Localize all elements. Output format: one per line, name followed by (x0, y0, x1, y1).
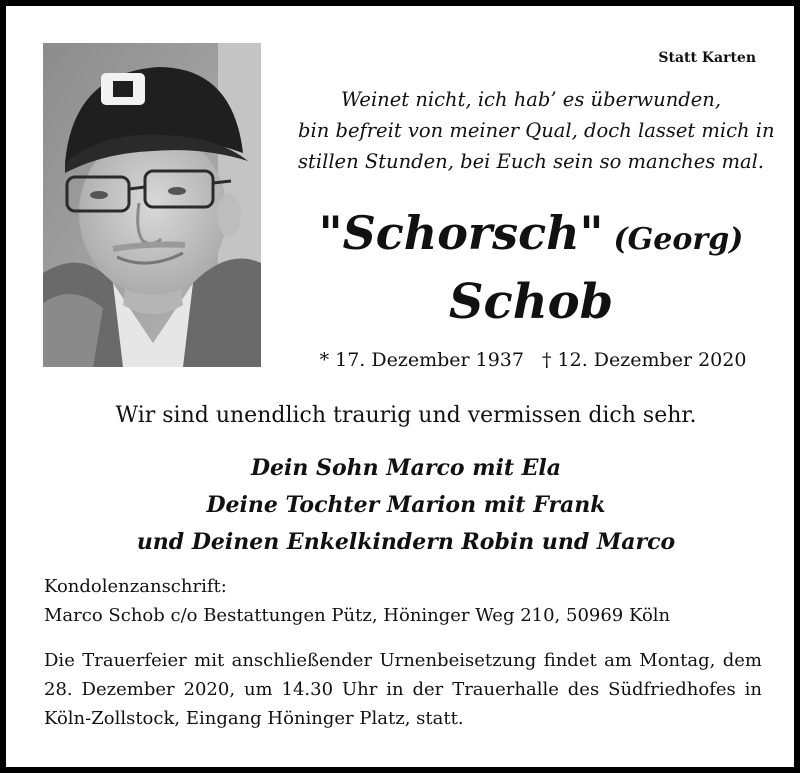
deceased-name (298, 206, 764, 260)
poem-line: bin befreit von meiner Qual, doch lasset mich in (298, 119, 775, 142)
surname: Schob (448, 274, 614, 330)
poem (298, 84, 775, 177)
mourner-line: und Deinen Enkelkindern Robin und Marco (136, 529, 676, 555)
poem-line: stillen Stunden, bei Euch sein so manches mal. (298, 150, 765, 173)
condolence-label: Kondolenzanschrift: (44, 576, 227, 597)
death-date: † 12. Dezember 2020 (542, 349, 747, 371)
mourner-line: Dein Sohn Marco mit Ela (250, 455, 562, 481)
portrait-icon (43, 43, 261, 367)
statt-karten-label: Statt Karten (658, 50, 756, 66)
mourners-list (43, 450, 769, 561)
life-dates (298, 349, 768, 371)
poem-line: Weinet nicht, ich hab’ es überwunden, (340, 88, 722, 111)
portrait-photo (43, 43, 261, 367)
condolence-address (44, 572, 768, 630)
birth-date: * 17. Dezember 1937 (319, 349, 524, 371)
mourner-line: Deine Tochter Marion mit Frank (206, 492, 606, 518)
mourning-text: Wir sind unendlich traurig und vermissen dich sehr. (115, 403, 697, 428)
given-name: (Georg) (613, 222, 744, 257)
funeral-service-info: Die Trauerfeier mit anschließender Urnenbeisetzung findet am Montag, dem 28. Dezember 2020, um 14.30 Uhr in der Trauerhalle des Südfriedhofes in Köln-Zollstock, Eingang Höninger Platz, statt. (44, 650, 762, 729)
nickname: "Schorsch" (318, 206, 604, 260)
condolence-text: Marco Schob c/o Bestattungen Pütz, Höninger Weg 210, 50969 Köln (44, 605, 671, 626)
